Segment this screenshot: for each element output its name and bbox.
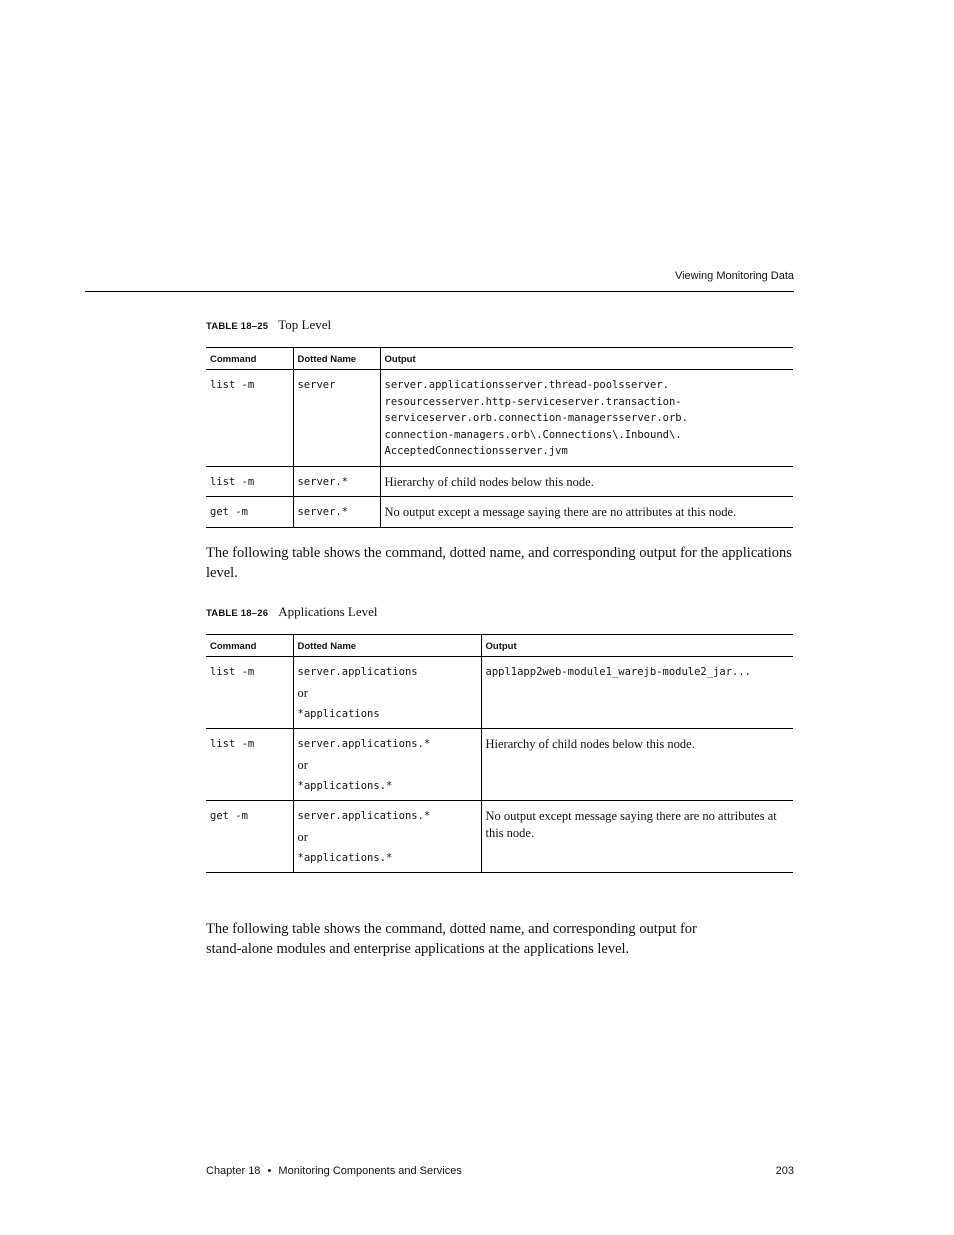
- dotted-name-alt: *applications.*: [297, 852, 393, 864]
- footer-chapter: [206, 1165, 462, 1177]
- output-line: resourcesserver.http-serviceserver.transaction-: [384, 395, 682, 408]
- dotted-name-primary: server.applications.*: [297, 810, 431, 822]
- dotted-name-primary: server.applications: [297, 666, 418, 678]
- output-line: connection-managers.orb\.Connections\.Inbound\.: [384, 428, 682, 441]
- output-cell: Hierarchy of child nodes below this node.: [481, 729, 793, 801]
- table-row: [206, 497, 793, 528]
- output-cell: No output except a message saying there are no attributes at this node.: [380, 497, 793, 528]
- table-title: Applications Level: [278, 604, 378, 619]
- bullet-separator: •: [267, 1165, 272, 1177]
- command-cell: list -m: [206, 370, 293, 467]
- dotted-name-cell: [293, 729, 481, 801]
- table-row: [206, 657, 793, 729]
- table-caption: [206, 604, 378, 620]
- output-cell: appl1app2web-module1_warejb-module2_jar...: [481, 657, 793, 729]
- header-rule: [85, 291, 794, 292]
- output-cell: Hierarchy of child nodes below this node.: [380, 466, 793, 497]
- output-line: AcceptedConnectionsserver.jvm: [384, 445, 568, 457]
- table-row: [206, 466, 793, 497]
- chapter-title: Monitoring Components and Services: [278, 1165, 462, 1177]
- table-caption: [206, 317, 331, 333]
- command-cell: list -m: [206, 657, 293, 729]
- top-level-table: [206, 347, 793, 528]
- command-cell: get -m: [206, 801, 293, 873]
- table-row: [206, 370, 793, 467]
- or-text: or: [297, 758, 308, 772]
- chapter-number: Chapter 18: [206, 1165, 261, 1177]
- body-paragraph: The following table shows the command, dotted name, and corresponding output for the applications level.: [206, 545, 792, 581]
- table-title: Top Level: [278, 317, 332, 332]
- table-header-row: [206, 635, 793, 657]
- table-header-row: [206, 348, 793, 370]
- dotted-name-cell: server: [293, 370, 380, 467]
- output-line: serviceserver.orb.connection-managersserver.orb.: [384, 412, 688, 424]
- or-text: or: [297, 686, 308, 700]
- dotted-name-alt: *applications: [297, 708, 380, 720]
- applications-level-table: [206, 634, 793, 873]
- table-label: TABLE 18–25: [206, 321, 269, 332]
- column-header: Dotted Name: [293, 635, 481, 657]
- table-label: TABLE 18–26: [206, 608, 269, 619]
- command-cell: list -m: [206, 466, 293, 497]
- command-cell: list -m: [206, 729, 293, 801]
- output-cell: No output except message saying there are no attributes at this node.: [481, 801, 793, 873]
- dotted-name-cell: server.*: [293, 466, 380, 497]
- table-row: [206, 801, 793, 873]
- column-header: Command: [206, 348, 293, 370]
- dotted-name-primary: server.applications.*: [297, 738, 431, 750]
- column-header: Output: [380, 348, 793, 370]
- column-header: Command: [206, 635, 293, 657]
- output-cell: [380, 370, 793, 467]
- page-number: 203: [775, 1165, 794, 1177]
- running-header: Viewing Monitoring Data: [674, 270, 794, 282]
- column-header: Output: [481, 635, 793, 657]
- body-paragraph: [206, 919, 796, 959]
- paragraph-line: The following table shows the command, dotted name, and corresponding output for: [206, 921, 697, 937]
- or-text: or: [297, 830, 308, 844]
- dotted-name-alt: *applications.*: [297, 780, 393, 792]
- paragraph-line: stand-alone modules and enterprise applications at the applications level.: [206, 941, 630, 957]
- dotted-name-cell: [293, 657, 481, 729]
- output-line: server.applicationsserver.thread-poolsserver.: [384, 379, 669, 391]
- command-cell: get -m: [206, 497, 293, 528]
- dotted-name-cell: [293, 801, 481, 873]
- column-header: Dotted Name: [293, 348, 380, 370]
- table-row: [206, 729, 793, 801]
- dotted-name-cell: server.*: [293, 497, 380, 528]
